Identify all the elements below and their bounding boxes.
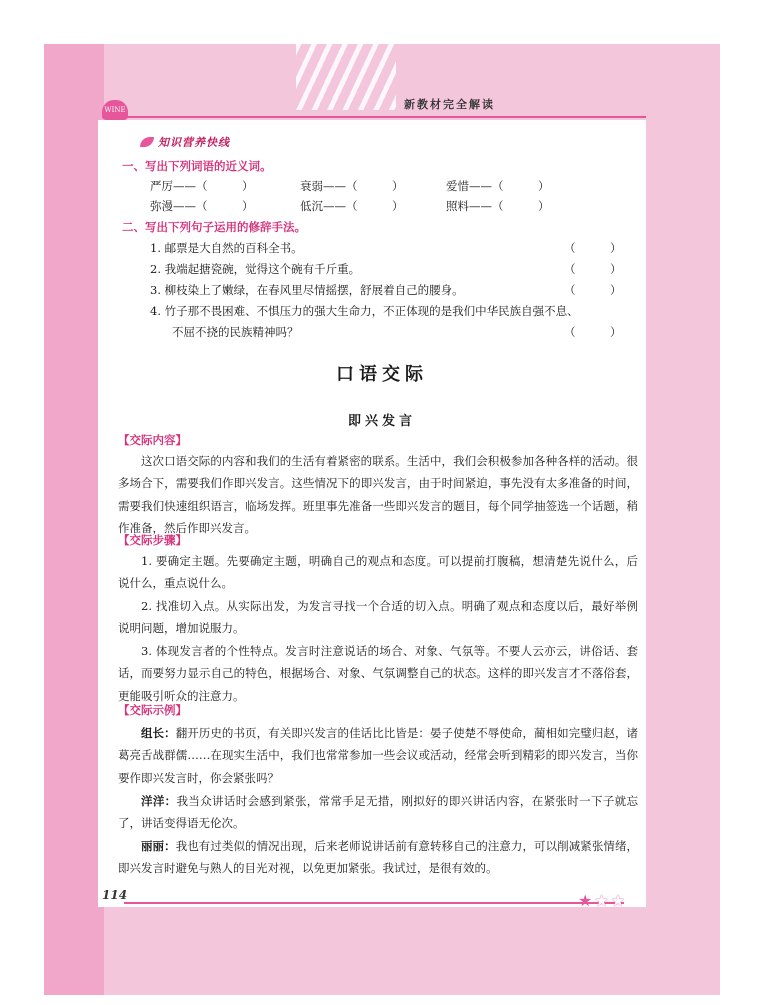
speaker-text: 翻开历史的书页，有关即兴发言的佳话比比皆是：晏子使楚不辱使命，蔺相如完璧归赵，诸葛亮舌战群儒……在现实生活中，我们也常常参加一些会议或活动，经常会听到精彩的即兴发言，当你要作即兴发言时，你会紧张吗？ bbox=[118, 726, 639, 785]
example-paragraph bbox=[118, 835, 638, 880]
logo: WINE bbox=[102, 100, 128, 120]
answer-blank: （ ） bbox=[564, 241, 622, 255]
q2-item: 1. 邮票是大自然的百科全书。 bbox=[150, 241, 303, 255]
header-divider bbox=[116, 116, 646, 118]
q1-item: 弥漫——（ ） bbox=[150, 199, 254, 213]
q2-item: 4. 竹子那不畏困难、不惧压力的强大生命力，不正体现的是我们中华民族自强不息、 bbox=[150, 304, 579, 318]
answer-blank: （ ） bbox=[564, 262, 622, 276]
star-filled-icon: ★ bbox=[578, 891, 593, 910]
q2-item: 3. 柳枝染上了嫩绿，在春风里尽情摇摆，舒展着自己的腰身。 bbox=[150, 283, 464, 297]
page-left-band bbox=[44, 44, 104, 995]
step-paragraph: 3. 体现发言者的个性特点。发言时注意说话的场合、对象、气氛等。不要人云亦云，讲俗话、套话，而要努力显示自己的特色，根据场合、对象、气氛调整自己的状态。这样的即兴发言才不落俗套，更能吸引听众的注意力。 bbox=[118, 644, 638, 703]
steps-tag: 【交际步骤】 bbox=[118, 533, 187, 547]
speaker-name: 丽丽： bbox=[141, 839, 176, 853]
speaker-name: 洋洋： bbox=[141, 794, 177, 808]
step-paragraph: 2. 找准切入点。从实际出发，为发言寻找一个合适的切入点。明确了观点和态度以后，最好举例说明问题，增加说服力。 bbox=[118, 599, 638, 636]
step-paragraph: 1. 要确定主题。先要确定主题，明确自己的观点和态度。可以提前打腹稿，想清楚先说什么，后说什么，重点说什么。 bbox=[118, 554, 638, 591]
page-subtitle: 即兴发言 bbox=[347, 414, 416, 429]
difficulty-rating bbox=[578, 893, 625, 909]
q1-item: 照料——（ ） bbox=[446, 199, 550, 213]
q2-item: 不屈不挠的民族精神吗？ bbox=[172, 325, 299, 339]
decorative-stripes bbox=[296, 44, 396, 110]
q2-heading: 二、写出下列句子运用的修辞手法。 bbox=[122, 220, 306, 234]
section-badge-label: 知识营养快线 bbox=[158, 136, 230, 149]
example-paragraph bbox=[118, 790, 638, 835]
content-paragraph: 这次口语交际的内容和我们的生活有着紧密的联系。生活中，我们会积极参加各种各样的活动。很多场合下，需要我们作即兴发言。这些情况下的即兴发言，由于时间紧迫，事先没有太多准备的时间，需要我们快速组织语言，临场发挥。班里事先准备一些即兴发言的题目，每个同学抽签选一个话题，稍作准备，然后作即兴发言。 bbox=[118, 454, 638, 536]
example-paragraph bbox=[118, 722, 638, 789]
page-title: 口语交际 bbox=[336, 364, 428, 385]
answer-blank: （ ） bbox=[564, 283, 622, 297]
speaker-name: 组长： bbox=[141, 726, 176, 740]
star-outline-icon: ★ bbox=[594, 891, 609, 910]
section-badge bbox=[140, 134, 230, 150]
answer-blank: （ ） bbox=[564, 325, 622, 339]
examples-tag: 【交际示例】 bbox=[118, 703, 187, 717]
header-title: 新教材完全解读 bbox=[404, 98, 495, 111]
speaker-text: 我当众讲话时会感到紧张，常常手足无措，刚拟好的即兴讲话内容，在紧张时一下子就忘了，讲话变得语无伦次。 bbox=[118, 794, 639, 831]
q1-item: 低沉——（ ） bbox=[300, 199, 404, 213]
q2-item: 2. 我端起搪瓷碗，觉得这个碗有千斤重。 bbox=[150, 262, 361, 276]
content-tag: 【交际内容】 bbox=[118, 433, 187, 447]
q1-item: 爱惜——（ ） bbox=[446, 179, 550, 193]
page-number: 114 bbox=[102, 888, 128, 902]
q1-item: 衰弱——（ ） bbox=[300, 179, 404, 193]
footer-divider bbox=[124, 902, 624, 904]
leaf-icon bbox=[140, 137, 154, 147]
q1-item: 严厉——（ ） bbox=[150, 179, 254, 193]
speaker-text: 我也有过类似的情况出现，后来老师说讲话前有意转移自己的注意力，可以削减紧张情绪，即兴发言时避免与熟人的目光对视，以免更加紧张。我试过，是很有效的。 bbox=[118, 839, 639, 876]
q1-heading: 一、写出下列词语的近义词。 bbox=[122, 159, 272, 173]
star-outline-icon: ★ bbox=[610, 891, 626, 910]
